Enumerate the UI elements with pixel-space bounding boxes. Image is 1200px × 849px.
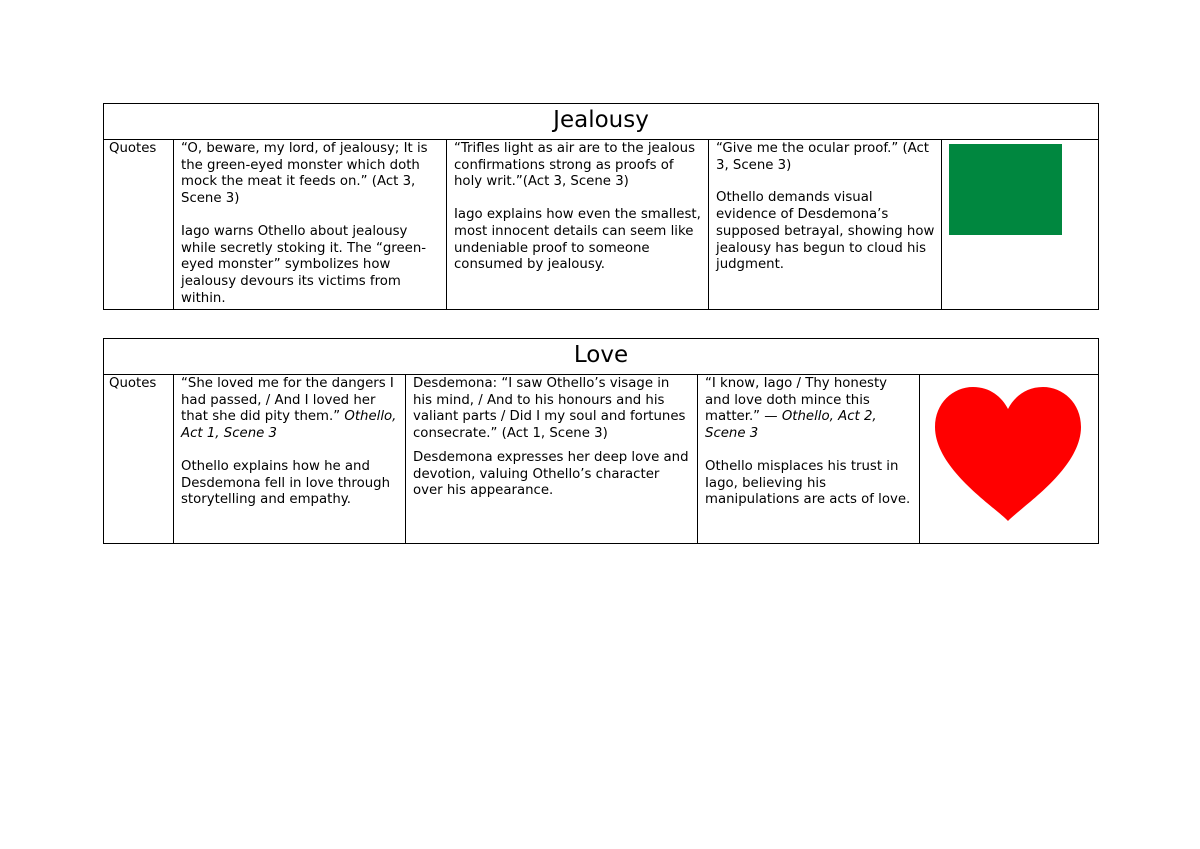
green-square-icon [949,144,1062,235]
jealousy-quote-cell-3 [709,140,942,310]
love-table [103,338,1099,544]
analysis-text: Iago explains how even the smallest, most innocent details can seem like undeniable proof to someone consumed by jealousy. [454,207,701,273]
quote-body: “She loved me for the dangers I had passed, / And I loved her that she did pity them.” [181,376,394,425]
love-quote-cell-1 [174,375,406,544]
jealousy-table [103,103,1099,310]
love-quotes-label: Quotes [104,375,174,544]
analysis-text: Desdemona expresses her deep love and devotion, valuing Othello’s character over his appearance. [413,449,689,499]
analysis-text: Othello explains how he and Desdemona fell in love through storytelling and empathy. [181,458,391,508]
jealousy-image-cell [942,140,1099,310]
quote-text [181,376,399,443]
analysis-text: Iago warns Othello about jealousy while secretly stoking it. The “green-eyed monster” symbolizes how jealousy devours its victims from within. [181,223,427,306]
quote-text: Desdemona: “I saw Othello’s visage in his mind, / And to his honours and his valiant parts / Did I my soul and fortunes consecrate.” (Act 1, Scene 3) [413,376,686,442]
quote-text: “O, beware, my lord, of jealousy; It is the green-eyed monster which doth mock the meat it feeds on.” (Act 3, Scene 3) [181,141,428,207]
analysis-text: Othello misplaces his trust in Iago, believing his manipulations are acts of love. [705,458,911,508]
jealousy-quote-cell-2 [447,140,709,310]
love-quote-cell-3 [698,375,920,544]
jealousy-title: Jealousy [104,104,1099,140]
quote-text: “Give me the ocular proof.” (Act 3, Scene 3) [716,141,930,173]
quote-citation: Othello, Act 1, Scene 3 [181,409,397,442]
quote-text: “Trifles light as air are to the jealous confirmations strong as proofs of holy writ.”(Act 3, Scene 3) [454,141,696,190]
jealousy-quote-cell-1 [174,140,447,310]
quote-text [705,376,913,443]
quote-body: “I know, Iago / Thy honesty and love doth mince this matter.” — [705,376,888,425]
analysis-text: Othello demands visual evidence of Desdemona’s supposed betrayal, showing how jealousy has begun to cloud his judgment. [716,190,935,273]
love-title: Love [104,339,1099,375]
quote-citation: Othello, Act 2, Scene 3 [705,409,877,442]
heart-icon [935,387,1081,521]
love-image-cell [920,375,1099,544]
jealousy-quotes-label: Quotes [104,140,174,310]
love-quote-cell-2 [406,375,698,544]
